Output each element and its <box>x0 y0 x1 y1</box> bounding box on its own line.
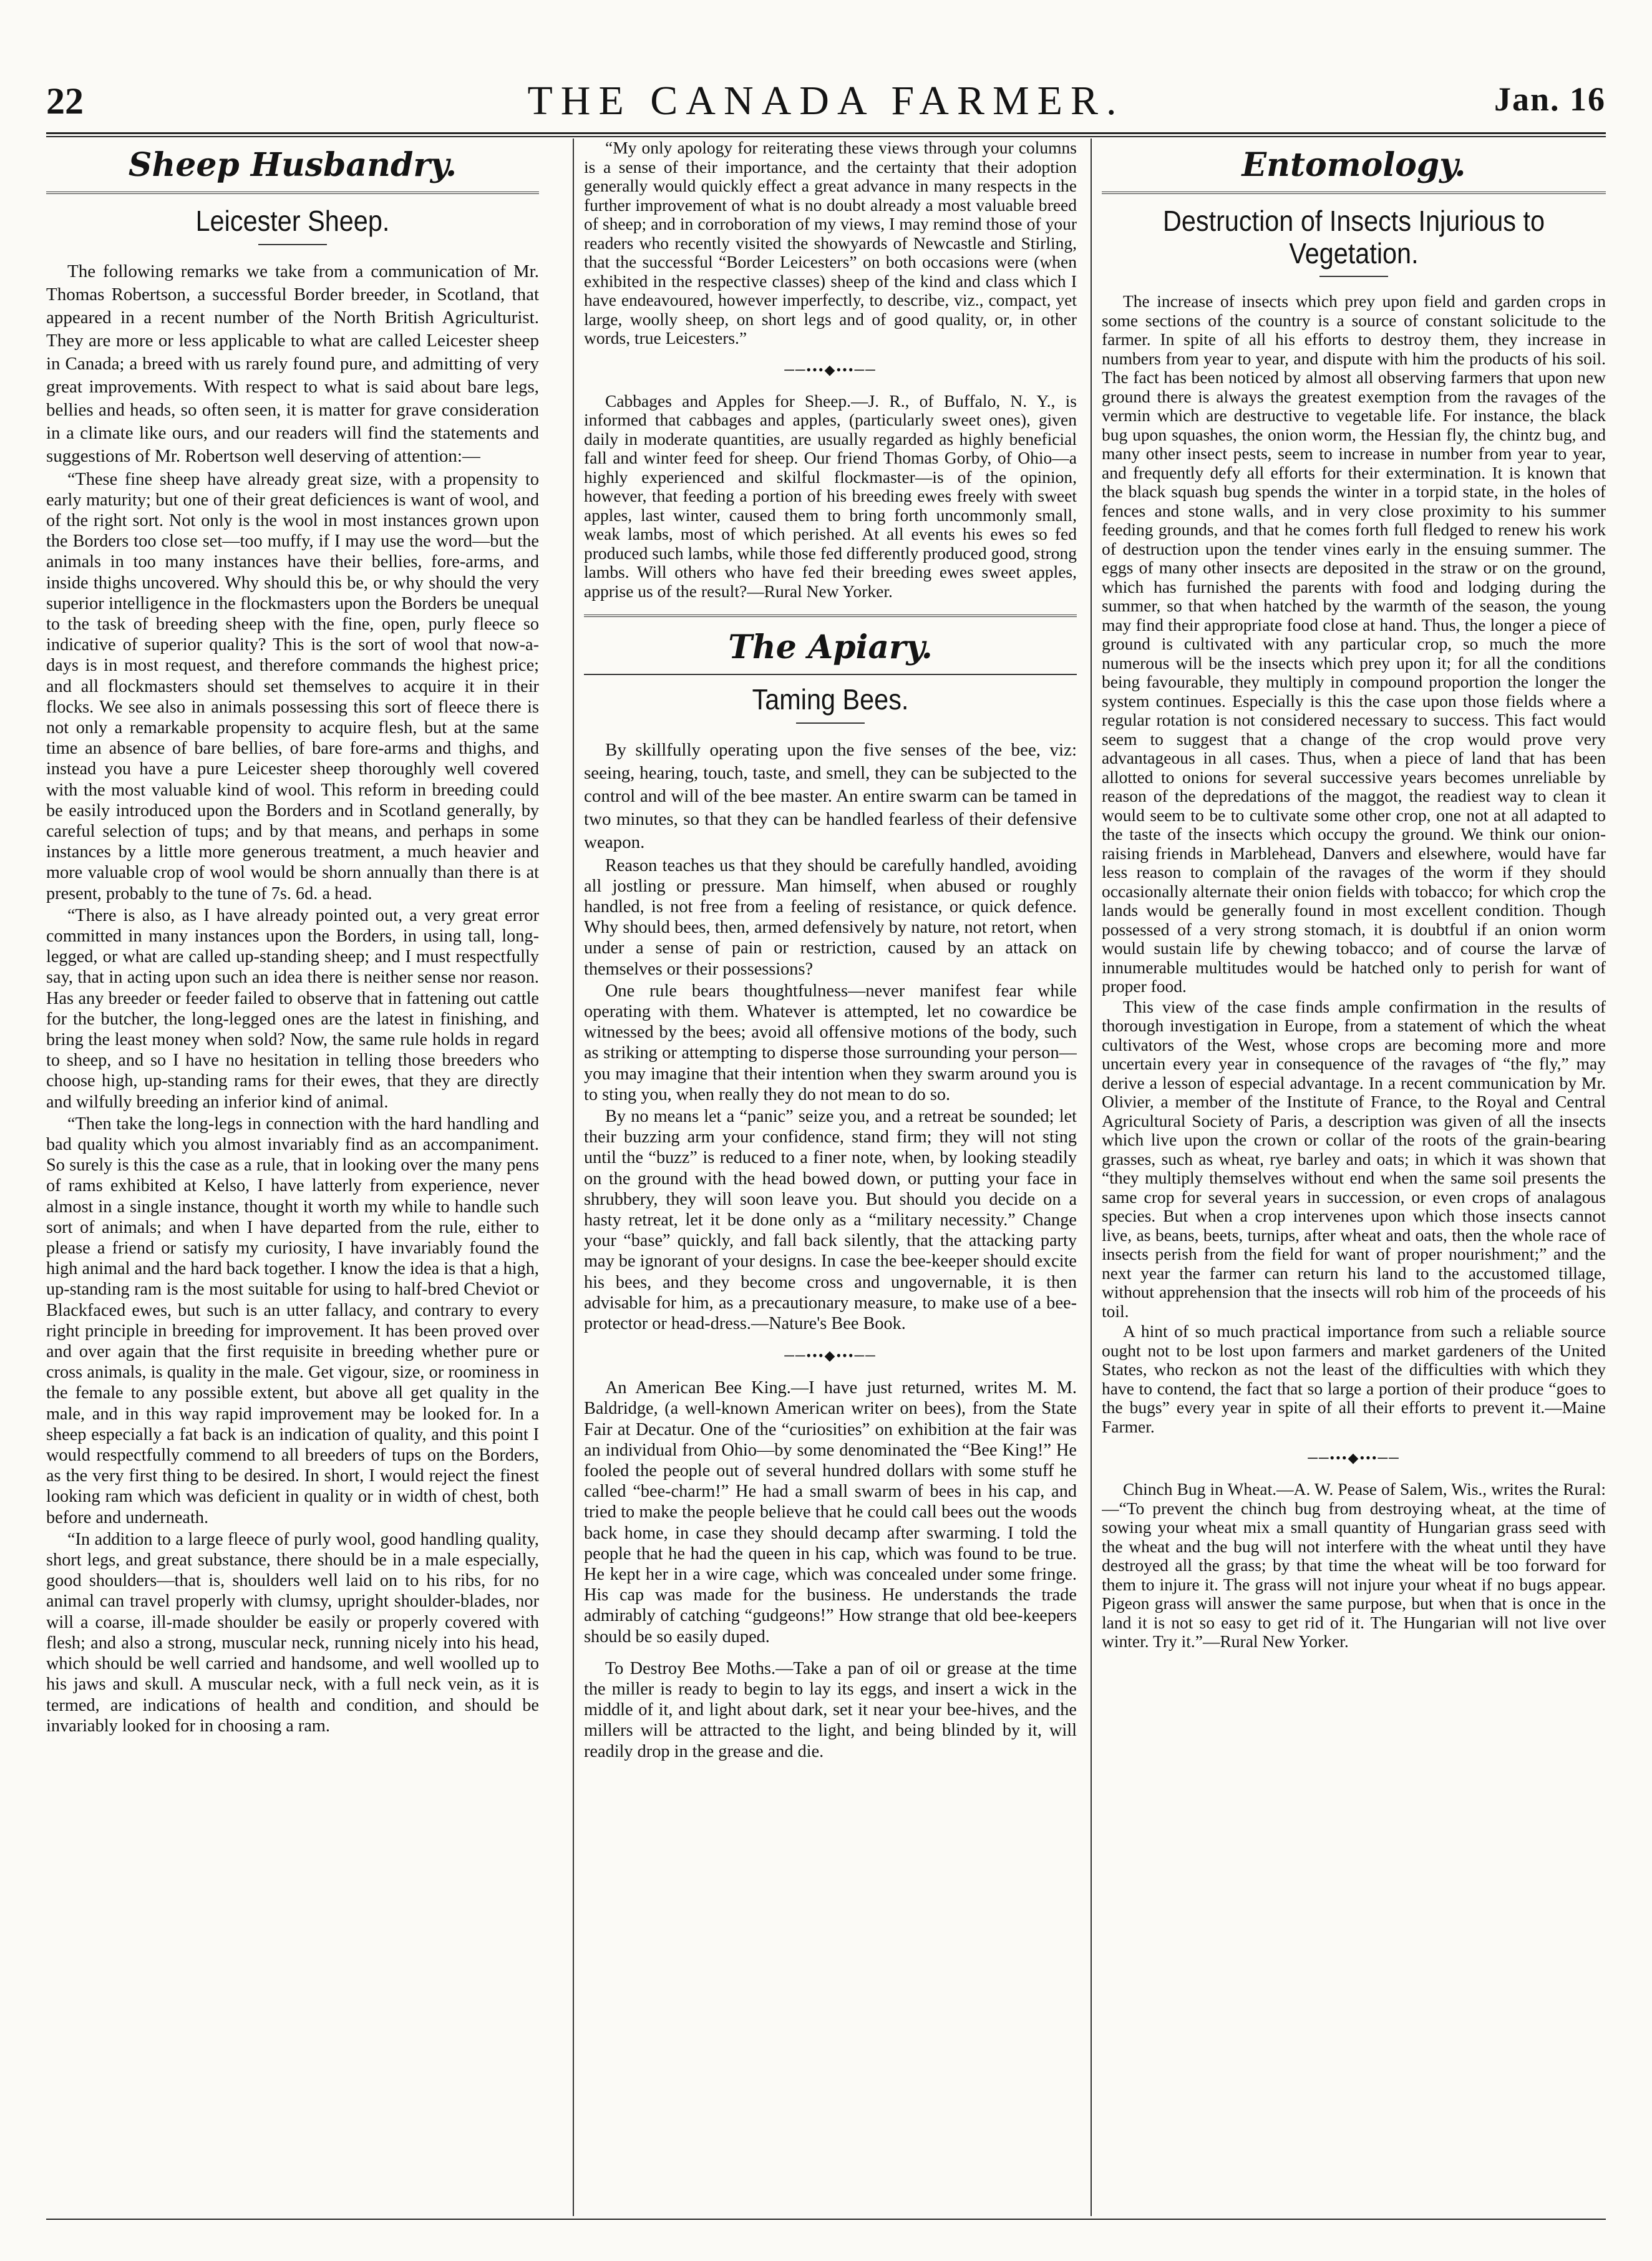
column-sheep-husbandry <box>46 139 539 2216</box>
article-title-leicester-sheep: Leicester Sheep. <box>195 205 390 237</box>
column-divider-2 <box>1091 139 1092 2216</box>
column-divider-1 <box>573 139 574 2216</box>
column-apiary <box>584 139 1077 2216</box>
title-rule <box>1319 276 1388 277</box>
section-rule <box>1102 192 1606 194</box>
issue-date: Jan. 16 <box>1494 80 1606 118</box>
article-paragraph: This view of the case finds ample confirmation in the results of thorough investigation in Europe, from a statement of which the wheat cultivators of the West, whose crops are becoming more and more uncertain every year in consequence of the ravages of “the fly,” may derive a lesson of especial advantage. In a recent communication by Mr. Olivier, a member of the Institute of France, to the Royal and Central Agricultural Society of Paris, a description was given of all the insects which live upon the crown or collar of the roots of the grain-bearing grasses, such as wheat, rye barley and oats; in which it was shown that “they multiply themselves without end when the same soil presents the same crop for several years in succession, or even crops of analagous species. But when a crop intervenes upon which those insects cannot live, as beans, beets, turnips, after wheat and oats, then the whole race of insects perish from the field for want of proper nourishment;” and the next year the farmer can return his land to the accustomed tillage, without apprehension that the insects will rob him of the proceeds of his toil. <box>1102 996 1606 1321</box>
article-title-taming-bees: Taming Bees. <box>752 683 909 716</box>
article-paragraph: “These fine sheep have already great size, with a propensity to early maturity; but one of their great deficiences is want of wool, and of the right sort. Not only is the wool in most instances grown upon the Borders too close set—too muffy, if I may use the word—but the animals in too many instances have their bellies, fore-arms, and inside thighs uncovered. Why should this be, or why should the very superior intelligence in the flockmasters upon the Borders be unequal to the task of breeding sheep with the fine, open, purly fleece so indicative of superior quality? This is the sort of wool that now-a-days is in most request, and therefore commands the highest price; and all flockmasters should set themselves to acquire it in their flocks. We see also in animals possessing this sort of fleece there is not only a remarkable propensity to acquire flesh, but at the same time an absence of bare bellies, of bare fore-arms and thighs, and instead you have a pure Leicester sheep thoroughly well covered with the most valuable kind of wool. This reform in breeding could be easily introduced upon the Borders and in Scotland generally, by careful selection of tups; and by that means, and perhaps in some instances by a little more generous treatment, a much heavier and more valuable crop of wool would be shorn annually than there is at present, probably to the tune of 7s. 6d. a head. <box>46 469 539 903</box>
page-number: 22 <box>46 80 84 122</box>
article-paragraph: By no means let a “panic” seize you, and a retreat be sounded; let their buzzing arm your confidence, stand firm; they will not sting until the “buzz” is reduced to a finer note, when, by looking steadily on the ground with the head bowed down, or putting your face in shrubbery, they will soon leave you. But should you decide on a hasty retreat, let it be done only as a “military necessity.” Change your “base” quickly, and fall back silently, that the attacking party may be ignorant of your designs. In case the bee-keeper should excite his bees, and they become cross and ungovernable, it is then advisable for him, as a precautionary measure, to make use of a bee-protector or head-dress.—Nature's Bee Book. <box>584 1106 1077 1333</box>
section-heading-apiary: The Apiary. <box>728 628 933 666</box>
ornament-divider: ──•••◆•••── <box>784 361 877 377</box>
article-bee-king: An American Bee King.—I have just returned, writes M. M. Baldridge, (a well-known American writer on bees), from the State Fair at Decatur. One of the “curiosities” on exhibition at the fair was an individual from Ohio—by some denominated the “Bee King!” He fooled the people out of several hundred dollars with some stuff he called “bee-charm!” He had a small swarm of bees in his cap, and tried to make the people believe that he could call bees out the woods back home, in case they should decamp after swarming. I told the people that he had the queen in his cap, which was found to be true. He kept her in a wire cage, which was concealed under some fringe. His cap was made for the business. He understands the trade admirably of catching “gudgeons!” How strange that old bee-keepers should be so easily duped. <box>584 1378 1077 1646</box>
article-paragraph: “There is also, as I have already pointed out, a very great error committed in many instances upon the Borders, in using tall, long-legged, or what are called up-standing sheep; and I must respectfully say, that in acting upon such an idea there is neither sense nor reason. Has any breeder or feeder failed to observe that in fattening out cattle for the butcher, the long-legged ones are the latest in finishing, and bring the least money when sold? Now, the same rule holds in regard to sheep, and so I have no hesitation in telling those breeders who choose high, up-standing rams for their ewes, that they are directly and wilfully breeding an inferior kind of animal. <box>46 905 539 1112</box>
article-paragraph: By skillfully operating upon the five senses of the bee, viz: seeing, hearing, touch, taste, and smell, they can be subjected to the control and will of the bee master. An entire swarm can be tamed in two minutes, so that they can be handled fearless of their defensive weapon. <box>584 739 1077 852</box>
article-paragraph: “My only apology for reiterating these views through your columns is a sense of their importance, and the certainty that their adoption generally would quickly effect a great advance in many respects in the further improvement of what is no doubt already a most valuable breed of sheep; and in corroboration of my views, I may remind those of your readers who recently visited the showyards of Newcastle and Stirling, that the successful “Border Leicesters” on both occasions were (when exhibited in the respective classes) sheep of the kind and class which I have endeavoured, however imperfectly, to describe, viz., compact, yet large, woolly sheep, on short legs and of good quality, or, in other words, true Leicesters.” <box>584 139 1077 348</box>
article-chinch-bug: Chinch Bug in Wheat.—A. W. Pease of Salem, Wis., writes the Rural:—“To prevent the chinch bug from destroying wheat, at the time of sowing your wheat mix a small quantity of Hungarian grass seed with the wheat and the bug will not interfere with the wheat until they have destroyed all the grass; by that time the wheat will be too forward for them to injure it. The grass will not injure your wheat if no bugs appear. Pigeon grass will answer the same purpose, but when that is once in the land it is not so easy to get rid of it. The Hungarian will not live over winter. Try it.”—Rural New Yorker. <box>1102 1479 1606 1651</box>
article-paragraph: Reason teaches us that they should be carefully handled, avoiding all jostling or pressure. Man himself, when abused or roughly handled, is not free from a feeling of resistance, or quick defence. Why should bees, then, armed defensively by nature, not retort, when under a sense of pain or restriction, caused by an attack on themselves or their possessions? <box>584 855 1077 979</box>
footer-rule <box>46 2219 1606 2220</box>
article-title-destruction-of-insects: Destruction of Insects Injurious to Vegetation. <box>1162 205 1545 270</box>
ornament-divider: ──•••◆•••── <box>784 1348 877 1364</box>
article-paragraph: “In addition to a large fleece of purly wool, good handling quality, short legs, and great substance, there should be in a male especially, good shoulders—that is, shoulders well laid on to his ribs, for no animal can travel properly with clumsy, upright shoulder-blades, nor will a coarse, ill-made shoulder be easily or properly covered with flesh; and also a strong, muscular neck, running nicely into his head, which should be well carried and handsome, and well woolled up to his jaws and skull. A muscular neck, with a full neck vein, as it is termed, are indications of health and condition, and should be invariably looked for in choosing a ram. <box>46 1529 539 1736</box>
section-heading-entomology: Entomology. <box>1241 146 1466 184</box>
section-rule <box>46 192 539 194</box>
masthead <box>46 74 1606 130</box>
column-entomology <box>1102 139 1606 2216</box>
section-rule <box>584 674 1077 675</box>
article-cabbages-and-apples: Cabbages and Apples for Sheep.—J. R., of Buffalo, N. Y., is informed that cabbages and apples, (particularly sweet ones), given daily in moderate quantities, are usually regarded as highly beneficial fall and winter feed for sheep. Our friend Thomas Gorby, of Ohio—a highly experienced and skilful flockmaster—is of the opinion, however, that feeding a portion of his breeding ewes freely with sweet apples, last winter, caused them to bring forth uncommonly small, weak lambs, most of which perished. At all events his ewes so fed produced such lambs, while those fed differently produced good, strong lambs. Will others who have fed their breeding ewes sweet apples, apprise us of the result?—Rural New Yorker. <box>584 391 1077 601</box>
article-paragraph: “Then take the long-legs in connection with the hard handling and bad quality which you almost invariably find as an accompaniment. So surely is this the case as a rule, that in looking over the many pens of rams exhibited at Kelso, I have latterly from experience, never almost in a single instance, thought it worth my while to handle such sort of animals; and when I have departed from the rule, either to please a friend or satisfy my curiosity, I have invariably found the high animal and the hard back together. I know the idea is that a high, up-standing ram is the most suitable for using to half-bred Cheviot or Blackfaced ewes, but such is an utter fallacy, and contrary to every right principle in breeding for improvement. It has been proved over and over again that the first requisite in breeding whether pure or cross animals, is quality in the male. Get vigour, size, or roominess in the female to any possible extent, but above all get quality in the male, and in this way rapid improvement may be looked for. In a sheep especially a fat back is an indication of quality, and this point I would respectfully commend to all breeders of tups on the Borders, as the very first thing to be desired. In short, I would reject the finest looking ram which was deficient in quality or in width of chest, both before and underneath. <box>46 1114 539 1527</box>
section-heading-sheep-husbandry: Sheep Husbandry. <box>128 146 457 184</box>
masthead-rule <box>46 132 1606 134</box>
newspaper-title: THE CANADA FARMER. <box>527 78 1125 124</box>
masthead-rule-thin <box>46 136 1606 137</box>
article-bee-moths: To Destroy Bee Moths.—Take a pan of oil or grease at the time the miller is ready to begin to lay its eggs, and insert a wick in the middle of it, and light about dark, set it near your bee-hives, and the millers will be attracted to the light, and being blinded by it, will readily drop in the grease and die. <box>584 1658 1077 1761</box>
title-rule <box>796 722 865 724</box>
article-paragraph: The increase of insects which prey upon field and garden crops in some sections of the country is a source of constant solicitude to the farmer. In spite of all his efforts to destroy them, they increase in numbers from year to year, and dispute with him the products of his soil. The fact has been noticed by almost all observing farmers that upon new ground there is always the greatest exemption from the ravages of the vermin which are destructive to vegetable life. For instance, the black bug upon squashes, the onion worm, the Hessian fly, the chintz bug, and many other insect pests, seem to increase in number from year to year, and frequently defy all efforts for their extermination. It is known that the black squash bug spends the winter in a torpid state, in the holes of fences and stone walls, and in very close proximity to his summer feeding grounds, and that he comes forth full fledged to renew his work of destruction upon the tender vines early in the ensuing summer. The eggs of many other insects are deposited in the straw or on the ground, which has furnished the parents with food and lodging during the summer, so that when hatched by the warmth of the season, the young may find their appropriate food close at hand. Thus, the longer a piece of ground is cultivated with any particular crop, so much the more numerous will be the insects which prey upon it; for all the conditions being favourable, they multiply in compound proportion the longer the system continues. Especially is this the case upon those fields where a regular rotation is not considered necessary to success. This fact would seem to suggest that a change of the crop would prove very advantageous in all cases. Thus, when a piece of land that has been allotted to onions for several successive years becomes unreliable by reason of the depredations of the maggot, the readiest way to clean it would seem to be to cultivate some other crop, one not at all adapted to the taste of the insects which occupy the ground. We think our onion-raising friends in Marblehead, Danvers and elsewhere, would have far less reason to complain of the ravages of the worm if they should occasionally alternate their onion fields with tobacco; for which crop the lands would be generally found in most excellent condition. Though possessed of a very strong stomach, it is doubtful if an onion worm would sustain life by chewing tobacco; and of course the larvæ of innumerable multitudes would be hatched only to perish for want of proper food. <box>1102 291 1606 996</box>
article-paragraph: The following remarks we take from a communication of Mr. Thomas Robertson, a successful Border breeder, in Scotland, that appeared in a recent number of the North British Agriculturist. They are more or less applicable to what are called Leicester sheep in Canada; a breed with us rarely found pure, and admitting of very great improvements. With respect to what is said about bare legs, bellies and heads, so often seen, it is matter for grave consideration in a climate like ours, and our readers will find the statements and suggestions of Mr. Robertson well deserving of attention:— <box>46 261 539 466</box>
ornament-divider: ──•••◆•••── <box>1308 1450 1400 1466</box>
title-rule <box>258 244 327 245</box>
section-rule <box>584 615 1077 617</box>
article-paragraph: A hint of so much practical importance from such a reliable source ought not to be lost upon farmers and market gardeners of the United States, who reckon as not the least of the difficulties with which they have to contend, the fact that so large a portion of their produce “goes to the bugs” every year in spite of all their efforts to prevent it.—Maine Farmer. <box>1102 1321 1606 1436</box>
article-paragraph: One rule bears thoughtfulness—never manifest fear while operating with them. Whatever is attempted, let no cowardice be witnessed by the bees; avoid all offensive motions of the body, such as striking or attempting to disperse those surrounding your person—you may imagine that their intention when they swarm around you is to sting you, when really they do not mean to do so. <box>584 981 1077 1104</box>
